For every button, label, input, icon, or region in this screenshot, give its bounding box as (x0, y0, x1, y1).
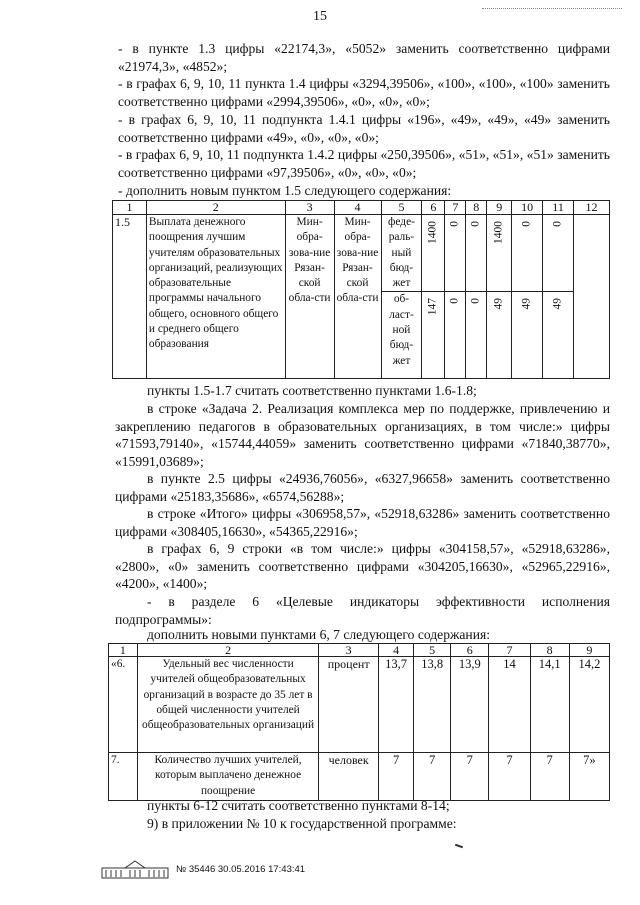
paragraph-9: в строке «Итого» цифры «306958,57», «52918,63286» заменить соответственно цифрами «308405,16630», «54365,22916»; (115, 506, 610, 539)
paragraph-14: 9) в приложении № 10 к государственной программе: (147, 816, 457, 831)
t1-header-1: 1 (113, 201, 147, 215)
t1-regional-col6 (422, 292, 445, 379)
paragraph-7: в строке «Задача 2. Реализация комплекса мер по поддержке, привлечению и закреплению педагогов в образовательных организациях, в том числе:» цифры «71593,79140», «15744,44059» заменить соответственно цифрами «71840,38770», «15991,03689»; (115, 401, 610, 469)
page-number: 15 (313, 9, 327, 24)
t1-federal-col7 (445, 215, 466, 292)
t2-row7-name: Количество лучших учителей, которым выплачено денежное поощрение (137, 753, 318, 801)
t2-row6-value-8: 14,1 (530, 657, 569, 753)
t1-header-3: 3 (285, 201, 334, 215)
t1-header-8: 8 (466, 201, 487, 215)
paragraph-2: - в графах 6, 9, 10, 11 пункта 1.4 цифры «3294,39506», «100», «100», «100» заменить соответственно цифрами «2994,39506», «0», «0», «0»; (118, 76, 610, 109)
t1-federal-col8-value: 0 (469, 221, 482, 227)
t1-regional-col8 (466, 292, 487, 379)
t1-regional-col7-value: 0 (448, 298, 461, 305)
t2-row6-value-5: 13,8 (414, 657, 451, 753)
t2-header-9: 9 (569, 644, 609, 657)
t1-source-federal: феде-раль-ный бюд-жет (381, 215, 422, 292)
t1-federal-col6 (422, 215, 445, 292)
t2-row7-value-4: 7 (379, 753, 414, 801)
t2-row7-value-9: 7» (569, 753, 609, 801)
t1-header-10: 10 (512, 201, 543, 215)
t2-header-5: 5 (414, 644, 451, 657)
t1-federal-col10 (512, 215, 543, 292)
paragraph-4: - в графах 6, 9, 10, 11 подпункта 1.4.2 цифры «250,39506», «51», «51», «51» заменить соответственно цифрами «97,39506», «0», «0», «0»; (118, 147, 610, 180)
paragraph-6: пункты 1.5-1.7 считать соответственно пунктами 1.6-1.8; (147, 383, 477, 398)
paragraph-3: - в графах 6, 9, 10, 11 подпункта 1.4.1 цифры «196», «49», «49», «49» заменить соответственно цифрами «49», «0», «0», «0»; (118, 112, 610, 145)
t1-row-executor: Мин-обра-зова-ние Рязан-ской обла-сти (285, 215, 334, 379)
indicators-table (108, 643, 610, 801)
t1-row-coexecutor: Мин-обра-зова-ние Рязан-ской обла-сти (334, 215, 381, 379)
t2-row7-value-5: 7 (414, 753, 451, 801)
building-logo-icon (100, 858, 170, 880)
t1-row-name: Выплата денежного поощрения лучшим учителям образовательных организаций, реализующих образовательные программы начального общего, основного общего и среднего общего образования (146, 215, 285, 379)
t2-row6-value-9: 14,2 (569, 657, 609, 753)
t1-regional-col8-value: 0 (469, 298, 482, 305)
t1-header-11: 11 (543, 201, 574, 215)
t2-header-7: 7 (489, 644, 530, 657)
t1-header-2: 2 (146, 201, 285, 215)
t2-row6-number: «6. (109, 657, 138, 753)
paragraph-10: в графах 6, 9 строки «в том числе:» цифры «304158,57», «52918,63286», «2800», «0» заменить соответственно цифрами «304205,16630», «52965,22916», «4200», «1400»; (115, 541, 610, 591)
t2-row7-value-8: 7 (530, 753, 569, 801)
t2-row7-unit: человек (319, 753, 379, 801)
t1-regional-col7 (445, 292, 466, 379)
t2-header-8: 8 (530, 644, 569, 657)
t2-header-2: 2 (137, 644, 318, 657)
t2-row6-name: Удельный вес численности учителей общеобразовательных организаций в возрасте до 35 лет в общей численности учителей общеобразовательных организаций (137, 657, 318, 753)
t1-federal-col11 (543, 215, 574, 292)
t2-header-3: 3 (319, 644, 379, 657)
t2-header-6: 6 (451, 644, 489, 657)
t2-header-4: 4 (379, 644, 414, 657)
t1-regional-col11 (543, 292, 574, 379)
document-stamp: № 35446 30.05.2016 17:43:41 (176, 863, 306, 875)
t1-federal-col6-value: 1400 (426, 221, 439, 244)
t1-header-4: 4 (334, 201, 381, 215)
program-table (112, 200, 610, 379)
paragraph-13: пункты 6-12 считать соответственно пунктами 8-14; (147, 798, 450, 813)
t2-row6-unit: процент (319, 657, 379, 753)
footer (100, 858, 305, 880)
t1-regional-col9 (487, 292, 512, 379)
paragraph-8: в пункте 2.5 цифры «24936,76056», «6327,96658» заменить соответственно цифрами «25183,35686», «6574,56288»; (115, 471, 610, 504)
t1-regional-col10 (512, 292, 543, 379)
t1-federal-col9-value: 1400 (492, 221, 505, 244)
t1-federal-col7-value: 0 (448, 221, 461, 227)
t1-federal-col10-value: 0 (520, 221, 533, 227)
t1-header-6: 6 (422, 201, 445, 215)
t2-row6-value-6: 13,9 (451, 657, 489, 753)
t2-row7-number: 7. (109, 753, 138, 801)
t2-row7-value-6: 7 (451, 753, 489, 801)
paragraph-12: дополнить новыми пунктами 6, 7 следующего содержания: (147, 627, 491, 642)
t1-regional-col11-value: 49 (551, 298, 564, 310)
t1-regional-col9-value: 49 (492, 298, 505, 310)
t1-federal-col9 (487, 215, 512, 292)
t1-federal-col8 (466, 215, 487, 292)
t2-row6-value-7: 14 (489, 657, 530, 753)
paragraph-11: - в разделе 6 «Целевые индикаторы эффективности исполнения подпрограммы»: (115, 594, 610, 627)
t1-header-12: 12 (574, 201, 610, 215)
t2-row6-value-4: 13,7 (379, 657, 414, 753)
stray-mark (455, 844, 463, 849)
t1-header-9: 9 (487, 201, 512, 215)
t1-row-number: 1.5 (113, 215, 147, 379)
t1-col12-empty (574, 215, 610, 379)
t2-row7-value-7: 7 (489, 753, 530, 801)
paragraph-1: - в пункте 1.3 цифры «22174,3», «5052» заменить соответственно цифрами «21974,3», «4852»; (118, 41, 610, 74)
paragraph-5: - дополнить новым пунктом 1.5 следующего содержания: (118, 183, 452, 198)
t1-header-7: 7 (445, 201, 466, 215)
t1-regional-col6-value: 147 (426, 298, 439, 316)
t2-header-1: 1 (109, 644, 138, 657)
t1-regional-col10-value: 49 (520, 298, 533, 310)
t1-header-5: 5 (381, 201, 422, 215)
t1-source-regional: об-ласт-ной бюд-жет (381, 292, 422, 379)
t1-federal-col11-value: 0 (551, 221, 564, 227)
